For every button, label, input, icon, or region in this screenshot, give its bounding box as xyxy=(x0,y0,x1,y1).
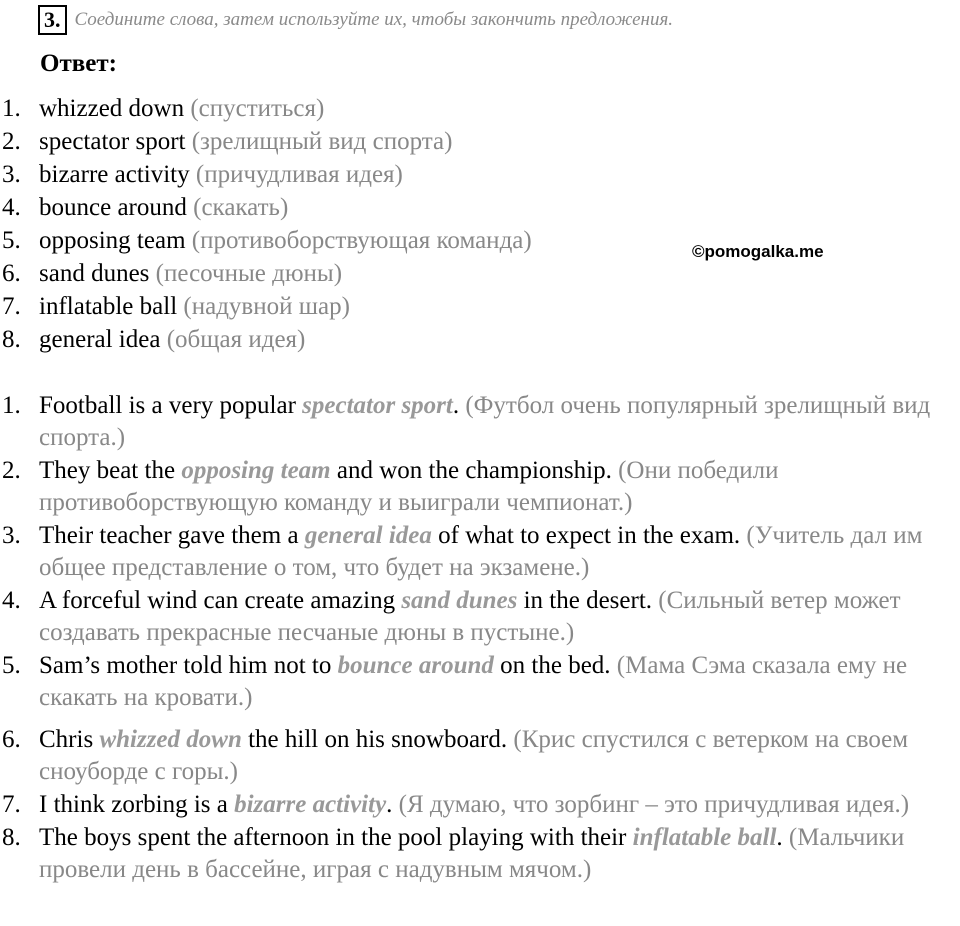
sentence-item xyxy=(0,390,960,454)
vocab-item xyxy=(0,290,532,323)
item-number: 5. xyxy=(2,652,21,679)
answer-label: Ответ: xyxy=(40,50,117,77)
vocab-phrase: general idea xyxy=(39,326,161,353)
task-instruction: Соедините слова, затем используйте их, чтобы закончить предложения. xyxy=(74,9,674,30)
sentence-keyword: general idea xyxy=(304,522,432,549)
vocab-translation: (причудливая идея) xyxy=(195,161,403,188)
vocab-phrase: spectator sport xyxy=(39,128,186,155)
vocab-item xyxy=(0,191,532,224)
vocab-phrase: opposing team xyxy=(39,227,186,254)
vocab-list xyxy=(0,92,532,356)
sentence-translation: (Они победили противоборствующую команду и выиграли чемпионат.) xyxy=(39,457,779,516)
sentence-text-after: of what to expect in the exam. xyxy=(431,522,741,549)
vocab-translation: (песочные дюны) xyxy=(155,260,343,287)
sentence-text-after: in the desert. xyxy=(517,587,653,614)
item-number: 3. xyxy=(2,522,21,549)
sentence-translation: (Мама Сэма сказала ему не скакать на кровати.) xyxy=(39,652,908,711)
sentence-item xyxy=(0,650,960,714)
vocab-phrase: inflatable ball xyxy=(39,293,178,320)
vocab-phrase: whizzed down xyxy=(39,95,185,122)
sentence-keyword: sand dunes xyxy=(401,587,518,614)
sentence-keyword: spectator sport xyxy=(302,392,453,419)
sentence-text-before: A forceful wind can create amazing xyxy=(39,587,402,614)
sentence-text-before: They beat the xyxy=(39,457,182,484)
item-number: 7. xyxy=(2,791,21,818)
sentence-text-before: Chris xyxy=(39,726,100,753)
sentence-translation: (Крис спустился с ветерком на своем сноуборде с горы.) xyxy=(39,726,909,785)
sentence-translation: (Сильный ветер может создавать прекрасные песчаные дюны в пустыне.) xyxy=(39,587,901,646)
sentence-translation: (Учитель дал им общее представление о том, что будет на экзамене.) xyxy=(39,522,923,581)
sentence-text-after: and won the championship. xyxy=(330,457,612,484)
sentence-list xyxy=(0,390,960,887)
sentence-item xyxy=(0,455,960,519)
sentence-keyword: whizzed down xyxy=(99,726,242,753)
sentence-text-after: . xyxy=(386,791,393,818)
sentence-text-after: . xyxy=(452,392,460,419)
task-number: 3. xyxy=(38,5,67,35)
sentence-keyword: bounce around xyxy=(337,652,494,679)
item-number: 2. xyxy=(2,457,21,484)
vocab-translation: (противоборствующая команда) xyxy=(191,227,532,254)
vocab-phrase: bounce around xyxy=(39,194,187,221)
sentence-item xyxy=(0,585,960,649)
item-number: 5. xyxy=(2,227,21,254)
vocab-phrase: bizarre activity xyxy=(39,161,190,188)
vocab-phrase: sand dunes xyxy=(39,260,150,287)
sentence-text-before: Football is a very popular xyxy=(39,392,303,419)
sentence-translation: (Я думаю, что зорбинг – это причудливая идея.) xyxy=(398,791,910,818)
sentence-keyword: inflatable ball xyxy=(632,824,777,851)
vocab-translation: (зрелищный вид спорта) xyxy=(191,128,453,155)
watermark: ©pomogalka.me xyxy=(692,242,824,261)
sentence-translation: (Футбол очень популярный зрелищный вид спорта.) xyxy=(39,392,931,451)
sentence-translation: (Мальчики провели день в бассейне, играя с надувным мячом.) xyxy=(39,824,905,883)
sentence-text-before: Their teacher gave them a xyxy=(39,522,305,549)
item-number: 6. xyxy=(2,260,21,287)
vocab-translation: (скакать) xyxy=(193,194,289,221)
vocab-translation: (общая идея) xyxy=(166,326,306,353)
vocab-translation: (надувной шар) xyxy=(183,293,350,320)
item-number: 4. xyxy=(2,587,21,614)
sentence-text-after: on the bed. xyxy=(493,652,611,679)
item-number: 8. xyxy=(2,326,21,353)
vocab-item xyxy=(0,323,532,356)
task-header xyxy=(38,4,673,36)
vocab-translation: (спуститься) xyxy=(190,95,325,122)
vocab-item xyxy=(0,158,532,191)
item-number: 4. xyxy=(2,194,21,221)
sentence-item xyxy=(0,520,960,584)
sentence-text-before: I think zorbing is a xyxy=(39,791,235,818)
vocab-item xyxy=(0,92,532,125)
sentence-item xyxy=(0,822,960,886)
sentence-text-before: The boys spent the afternoon in the pool playing with their xyxy=(39,824,633,851)
item-number: 3. xyxy=(2,161,21,188)
item-number: 6. xyxy=(2,726,21,753)
sentence-text-before: Sam’s mother told him not to xyxy=(39,652,338,679)
item-number: 2. xyxy=(2,128,21,155)
vocab-item xyxy=(0,125,532,158)
item-number: 7. xyxy=(2,293,21,320)
vocab-item xyxy=(0,257,532,290)
sentence-text-after: the hill on his snowboard. xyxy=(241,726,508,753)
sentence-keyword: opposing team xyxy=(181,457,331,484)
sentence-text-after: . xyxy=(776,824,783,851)
item-number: 1. xyxy=(2,392,21,419)
item-number: 8. xyxy=(2,824,21,851)
vocab-item xyxy=(0,224,532,257)
sentence-item xyxy=(0,724,960,788)
item-number: 1. xyxy=(2,95,21,122)
sentence-item xyxy=(0,789,960,821)
sentence-keyword: bizarre activity xyxy=(234,791,387,818)
